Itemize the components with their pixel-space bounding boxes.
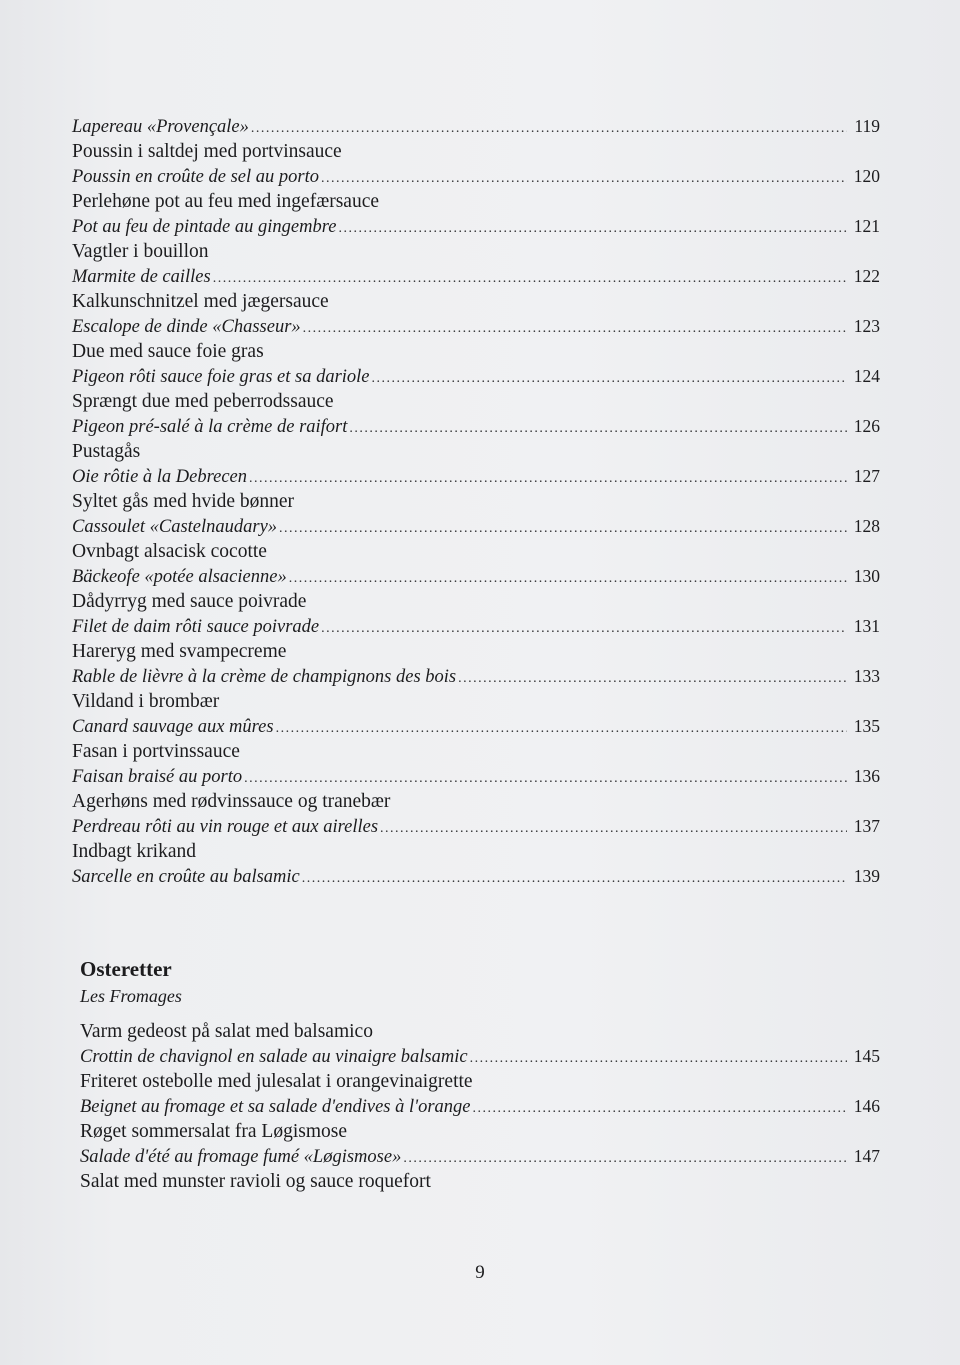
toc-french-title: Canard sauvage aux mûres bbox=[72, 717, 274, 737]
toc-danish-title: Vagtler i bouillon bbox=[72, 241, 209, 262]
toc-french-line bbox=[80, 1044, 880, 1069]
toc-entry bbox=[72, 289, 880, 339]
toc-entry bbox=[72, 239, 880, 289]
dot-leader bbox=[321, 616, 847, 641]
toc-danish-title: Varm gedeost på salat med balsamico bbox=[80, 1021, 373, 1042]
toc-french-line bbox=[72, 464, 880, 489]
toc-french-line bbox=[72, 564, 880, 589]
toc-french-title: Cassoulet «Castelnaudary» bbox=[72, 517, 278, 537]
toc-french-line bbox=[72, 814, 880, 839]
toc-french-title: Lapereau «Provençale» bbox=[72, 117, 249, 137]
toc-entry bbox=[72, 639, 880, 689]
toc-danish-title: Friteret ostebolle med julesalat i orangevinaigrette bbox=[80, 1071, 473, 1092]
toc-entry bbox=[80, 1019, 880, 1069]
dot-leader bbox=[470, 1046, 847, 1071]
toc-danish-title: Hareryg med svampecreme bbox=[72, 641, 287, 662]
toc-french-title: Filet de daim rôti sauce poivrade bbox=[72, 617, 320, 637]
toc-page-number: 131 bbox=[853, 616, 880, 636]
dot-leader bbox=[289, 566, 847, 591]
toc-page-number: 135 bbox=[853, 716, 880, 736]
toc-danish-title: Fasan i portvinssauce bbox=[72, 741, 240, 762]
toc-danish-title: Poussin i saltdej med portvinsauce bbox=[72, 141, 342, 162]
toc-french-line bbox=[72, 114, 880, 139]
toc-entry bbox=[72, 839, 880, 889]
dot-leader bbox=[251, 116, 847, 141]
dot-leader bbox=[213, 266, 847, 291]
toc-french-line bbox=[80, 1144, 880, 1169]
toc-french-title: Poussin en croûte de sel au porto bbox=[72, 167, 319, 187]
toc-french-line bbox=[72, 264, 880, 289]
toc-page-number: 127 bbox=[853, 466, 880, 486]
toc-french-line bbox=[72, 514, 880, 539]
toc-page-number: 136 bbox=[853, 766, 880, 786]
toc-danish-title: Perlehøne pot au feu med ingefærsauce bbox=[72, 191, 380, 212]
section-title: Osteretter bbox=[80, 957, 172, 981]
toc-page-number: 145 bbox=[853, 1046, 880, 1066]
toc-french-line bbox=[72, 214, 880, 239]
toc-danish-title: Kalkunschnitzel med jægersauce bbox=[72, 291, 329, 312]
toc-french-title: Salade d'été au fromage fumé «Løgismose» bbox=[80, 1147, 402, 1167]
toc-entry bbox=[72, 339, 880, 389]
toc-page-number: 137 bbox=[853, 816, 880, 836]
toc-entry bbox=[80, 1069, 880, 1119]
toc-page-number: 119 bbox=[854, 116, 880, 136]
toc-page-number: 123 bbox=[853, 316, 880, 336]
toc-danish-title: Sprængt due med peberrodssauce bbox=[72, 391, 334, 412]
toc-entry bbox=[72, 389, 880, 439]
toc-french-line bbox=[72, 364, 880, 389]
toc-french-title: Crottin de chavignol en salade au vinaigre balsamic bbox=[80, 1047, 468, 1067]
dot-leader bbox=[279, 516, 847, 541]
toc-french-line bbox=[72, 614, 880, 639]
dot-leader bbox=[276, 716, 847, 741]
toc-entry bbox=[72, 789, 880, 839]
toc-french-title: Sarcelle en croûte au balsamic bbox=[72, 867, 300, 887]
dot-leader bbox=[338, 216, 847, 241]
toc-entry bbox=[72, 439, 880, 489]
toc-french-line bbox=[72, 314, 880, 339]
toc-entry bbox=[72, 589, 880, 639]
toc-french-line bbox=[72, 664, 880, 689]
toc-entry bbox=[80, 1169, 880, 1194]
toc-entry bbox=[80, 1119, 880, 1169]
toc-page-number: 124 bbox=[853, 366, 880, 386]
toc-danish-title: Indbagt krikand bbox=[72, 841, 197, 862]
toc-danish-title: Dådyrryg med sauce poivrade bbox=[72, 591, 307, 612]
toc-page-number: 147 bbox=[853, 1146, 880, 1166]
toc-entry bbox=[72, 539, 880, 589]
toc-danish-title: Ovnbagt alsacisk cocotte bbox=[72, 541, 267, 562]
toc-french-title: Pot au feu de pintade au gingembre bbox=[72, 217, 337, 237]
dot-leader bbox=[372, 366, 847, 391]
toc-french-line bbox=[72, 414, 880, 439]
toc-french-line bbox=[72, 764, 880, 789]
toc-entry bbox=[72, 114, 880, 139]
toc-danish-title: Due med sauce foie gras bbox=[72, 341, 264, 362]
dot-leader bbox=[302, 866, 847, 891]
toc-entry bbox=[72, 739, 880, 789]
toc-page-number: 120 bbox=[853, 166, 880, 186]
dot-leader bbox=[380, 816, 847, 841]
toc-french-title: Oie rôtie à la Debrecen bbox=[72, 467, 248, 487]
toc-page-number: 130 bbox=[853, 566, 880, 586]
toc-page-number: 146 bbox=[853, 1096, 880, 1116]
section-subtitle: Les Fromages bbox=[80, 986, 182, 1006]
page-number: 9 bbox=[475, 1262, 485, 1283]
dot-leader bbox=[303, 316, 847, 341]
toc-danish-title: Vildand i brombær bbox=[72, 691, 220, 712]
dot-leader bbox=[244, 766, 847, 791]
toc-french-title: Escalope de dinde «Chasseur» bbox=[72, 317, 301, 337]
toc-french-title: Beignet au fromage et sa salade d'endives à l'orange bbox=[80, 1097, 471, 1117]
toc-french-title: Pigeon rôti sauce foie gras et sa dariole bbox=[72, 367, 370, 387]
toc-entry bbox=[72, 689, 880, 739]
toc-entry bbox=[72, 189, 880, 239]
toc-page-number: 122 bbox=[853, 266, 880, 286]
toc-french-line bbox=[72, 864, 880, 889]
toc-entry bbox=[72, 489, 880, 539]
section-osteretter bbox=[80, 955, 880, 1194]
toc-danish-title: Røget sommersalat fra Løgismose bbox=[80, 1121, 347, 1142]
dot-leader bbox=[403, 1146, 847, 1171]
dot-leader bbox=[349, 416, 847, 441]
dot-leader bbox=[473, 1096, 847, 1121]
toc-page-number: 121 bbox=[853, 216, 880, 236]
dot-leader bbox=[249, 466, 847, 491]
toc-page-number: 133 bbox=[853, 666, 880, 686]
toc-page-number: 126 bbox=[853, 416, 880, 436]
toc-page-number: 139 bbox=[853, 866, 880, 886]
dot-leader bbox=[321, 166, 847, 191]
toc-french-title: Pigeon pré-salé à la crème de raifort bbox=[72, 417, 348, 437]
toc-french-line bbox=[80, 1094, 880, 1119]
toc-danish-title: Syltet gås med hvide bønner bbox=[72, 491, 295, 512]
dot-leader bbox=[458, 666, 847, 691]
toc-danish-title: Pustagås bbox=[72, 441, 141, 462]
toc-french-title: Marmite de cailles bbox=[72, 267, 211, 287]
toc-french-title: Bäckeofe «potée alsacienne» bbox=[72, 567, 287, 587]
toc-danish-title: Salat med munster ravioli og sauce roquefort bbox=[80, 1171, 431, 1192]
toc-french-title: Rable de lièvre à la crème de champignons des bois bbox=[72, 667, 457, 687]
table-of-contents bbox=[72, 114, 880, 889]
toc-french-line bbox=[72, 714, 880, 739]
toc-french-title: Faisan braisé au porto bbox=[72, 767, 243, 787]
toc-page-number: 128 bbox=[853, 516, 880, 536]
toc-danish-title: Agerhøns med rødvinssauce og tranebær bbox=[72, 791, 391, 812]
toc-french-line bbox=[72, 164, 880, 189]
toc-french-title: Perdreau rôti au vin rouge et aux airelles bbox=[72, 817, 379, 837]
toc-entry bbox=[72, 139, 880, 189]
